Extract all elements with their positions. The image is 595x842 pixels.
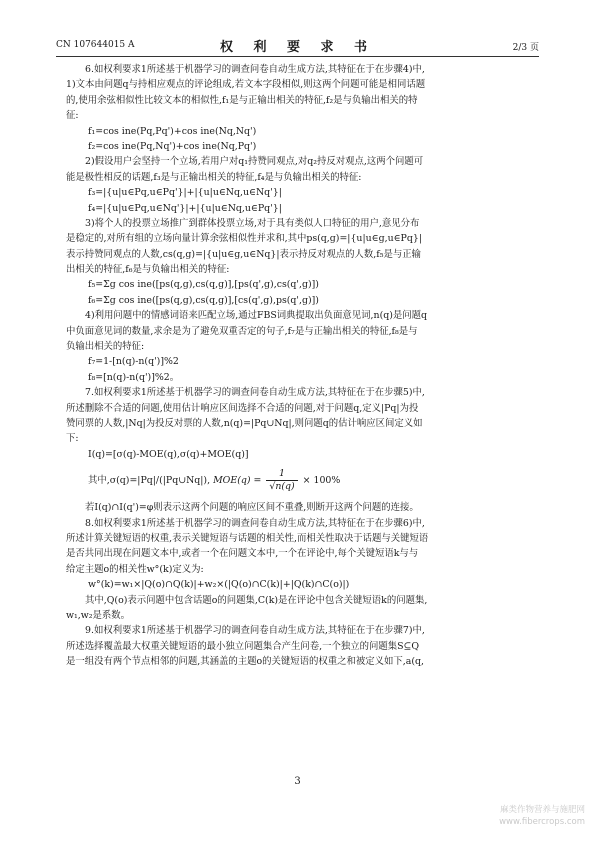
header-divider <box>56 56 539 57</box>
formula-line: f₆=Σg cos ine([ps(q,g),cs(q,g)],[cs(q',g),ps(q',g)]) <box>88 294 319 306</box>
text-line: 所述删除不合适的问题,使用估计响应区间选择不合适的问题,对于问题q,定义|Pq|为投 <box>66 402 419 414</box>
document-title: 权 利 要 求 书 <box>219 40 376 55</box>
text-line: 中负面意见词的数量,求余是为了避免双重否定的句子,f₇是与正输出相关的特征,f₈是与 <box>66 325 418 337</box>
fraction-numerator: 1 <box>279 468 285 480</box>
page-number: 3 <box>294 776 301 787</box>
text-line: 4)利用问题中的情感词语来匹配立场,通过FBS词典提取出负面意见词,n(q)是问题q <box>85 310 428 322</box>
watermark <box>499 804 585 828</box>
claims-text-block-1 <box>66 62 539 462</box>
text-line: 3)将个人的投票立场推广到群体投票立场,对于具有类似人口特征的用户,意见分布 <box>85 217 420 229</box>
text-line: 表示持赞同观点的人数,cs(q,g)=|{u|u∈g,u∈Nq}|表示持反对观点的人数,f₅是与正输 <box>66 248 421 260</box>
text-line: 是一组没有两个节点相邻的问题,其涵盖的主题o的关键短语的权重之和被定义如下,a(q, <box>66 656 424 668</box>
formula-line: f₂=cos ine(Pq,Nq')+cos ine(Nq,Pq') <box>88 140 257 152</box>
sqrt-radicand: n(q) <box>275 481 295 493</box>
sigma-definition: 其中,σ(q)=|Pq|/(|Pq∪Nq|), <box>88 475 211 487</box>
text-line: 所述计算关键短语的权重,表示关键短语与话题的相关性,而相关性取决于话题与关键短语 <box>66 532 429 544</box>
text-line: 若I(q)∩I(q')=φ则表示这两个问题的响应区间不重叠,则断开这两个问题的连接。 <box>85 502 419 514</box>
text-line: 出相关的特征,f₆是与负输出相关的特征: <box>66 264 230 276</box>
text-line: 是稳定的,对所有组的立场向量计算余弦相似性并求和,其中ps(q,g)=|{u|u∈g,u∈Pq}| <box>66 233 422 245</box>
claims-text-block-2 <box>66 500 539 669</box>
text-line: w₁,w₂是系数。 <box>66 609 131 621</box>
text-line: 1)文本由问题q与持相应观点的评论组成,若文本字段相似,则这两个问题可能是相同话题 <box>66 79 426 91</box>
text-line: 负输出相关的特征: <box>66 341 145 353</box>
formula-line: I(q)=[σ(q)-MOE(q),σ(q)+MOE(q)] <box>88 448 249 460</box>
text-line: 8.如权利要求1所述基于机器学习的调查问卷自动生成方法,其特征在于在步骤6)中, <box>85 517 425 529</box>
formula-line: f₁=cos ine(Pq,Pq')+cos ine(Nq,Nq') <box>88 125 257 137</box>
formula-line: f₄=|{u|u∈Pq,u∈Nq'}|+|{u|u∈Nq,u∈Pq'}| <box>88 202 282 214</box>
text-line: 7.如权利要求1所述基于机器学习的调查问卷自动生成方法,其特征在于在步骤5)中, <box>85 387 425 399</box>
moe-fraction <box>266 468 297 493</box>
patent-number: CN 107644015 A <box>56 40 135 50</box>
text-line: 6.如权利要求1所述基于机器学习的调查问卷自动生成方法,其特征在于在步骤4)中, <box>85 64 425 75</box>
formula-line: f₈=[n(q)-n(q')]%2。 <box>88 371 180 383</box>
moe-formula-line <box>66 462 539 500</box>
text-line: 2)假设用户会坚持一个立场,若用户对q₁持赞同观点,对q₂持反对观点,这两个问题可 <box>85 156 424 168</box>
percent-suffix: × 100% <box>302 475 341 487</box>
fraction-denominator <box>266 480 297 493</box>
text-line: 征: <box>66 110 79 122</box>
text-line: 所述选择覆盖最大权重关键短语的最小独立问题集合产生问卷,一个独立的问题集S⊆Q <box>66 640 420 652</box>
text-line: 其中,Q(o)表示问题中包含话题o的问题集,C(k)是在评论中包含关键短语k的问题集, <box>85 594 428 606</box>
text-line: 下: <box>66 433 79 445</box>
watermark-url: www.fibercrops.com <box>499 817 585 827</box>
page-header <box>56 36 539 56</box>
formula-line: f₇=1-[n(q)-n(q')]%2 <box>88 356 179 368</box>
formula-line: f₃=|{u|u∈Pq,u∈Pq'}|+|{u|u∈Nq,u∈Nq'}| <box>88 187 282 199</box>
formula-line: w°(k)=w₁×|Q(o)∩Q(k)|+w₂×(|Q(o)∩C(k)|+|Q(k)∩C(o)|) <box>88 579 350 591</box>
text-line: 9.如权利要求1所述基于机器学习的调查问卷自动生成方法,其特征在于在步骤7)中, <box>85 625 425 637</box>
sqrt-symbol: √ <box>269 481 276 493</box>
watermark-site-name: 麻类作物营养与施肥网 <box>499 805 585 815</box>
page-info: 2/3 页 <box>512 43 539 53</box>
text-line: 是否共同出现在问题文本中,或者一个在问题文本中,一个在评论中,每个关键短语k与与 <box>66 548 419 560</box>
text-line: 赞同票的人数,|Nq|为投反对票的人数,n(q)=|Pq∪Nq|,则问题q的估计响应区间定义如 <box>66 417 423 429</box>
text-line: 能是极性相反的话题,f₃是与正输出相关的特征,f₄是与负输出相关的特征: <box>66 171 362 183</box>
text-line: 给定主题o的相关性w°(k)定义为: <box>66 563 204 575</box>
formula-line: f₅=Σg cos ine([ps(q,g),cs(q,g)],[ps(q',g),cs(q',g)]) <box>88 279 319 291</box>
claims-body <box>66 62 539 669</box>
text-line: 的,使用余弦相似性比较文本的相似性,f₁是与正输出相关的特征,f₂是与负输出相关的特 <box>66 94 418 106</box>
moe-label: MOE(q) = <box>213 475 262 487</box>
